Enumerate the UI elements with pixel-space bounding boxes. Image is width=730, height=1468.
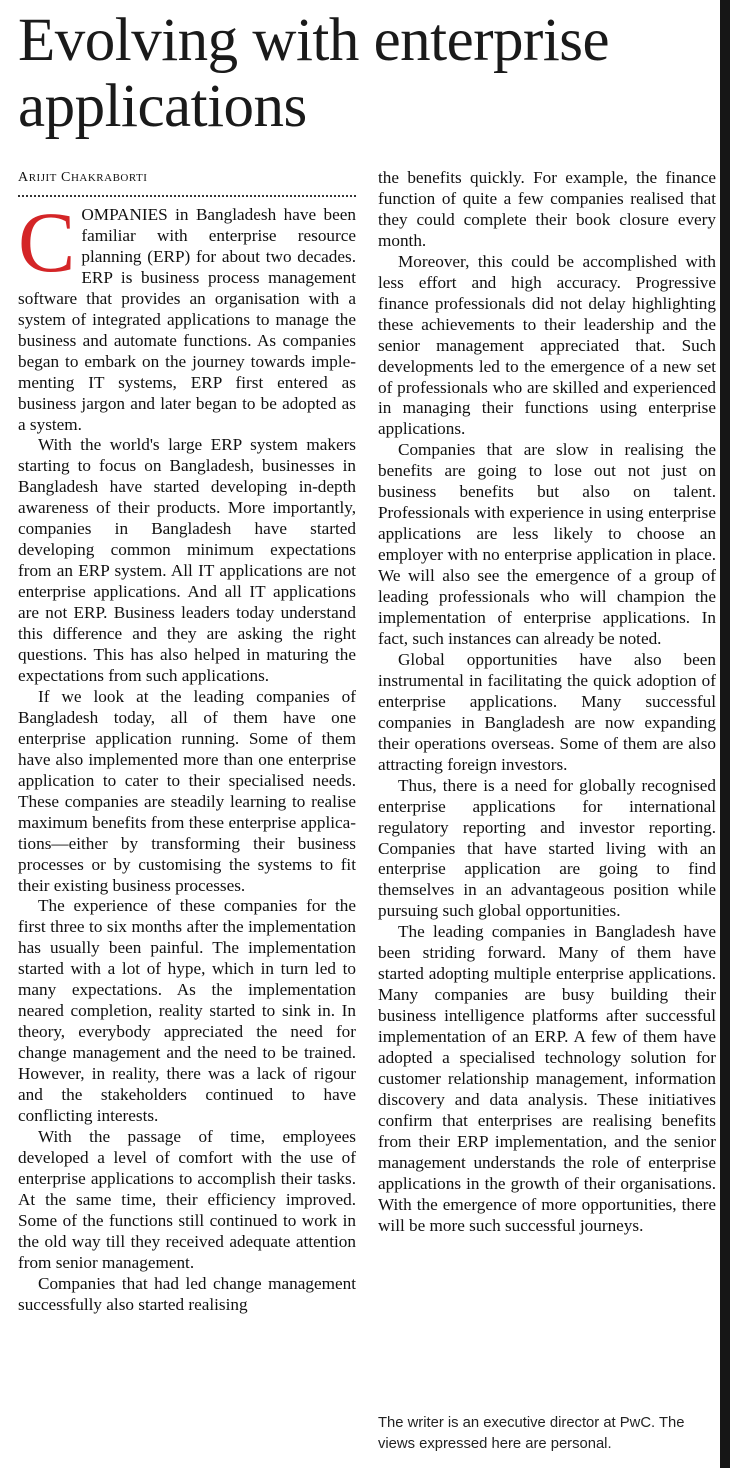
- body-paragraph: The leading companies in Bangladesh have been striding forward. Many of them have started adopting multiple enterprise applications. Many companies are busy building their business intelligence platforms after successful implementation of an ERP. A few of them have adopted a specialised technology solution for customer relationship management, information discovery and data analysis. These initiatives confirm that enterprises are realising benefits from their ERP implementation, and the senior management understands the role of enterprise applications in the growth of their organisations. With the emergence of more opportunities, there will be more such successful journeys.: [378, 922, 716, 1235]
- author-note: The writer is an executive director at PwC. The views expressed here are personal.: [378, 1415, 685, 1452]
- body-paragraph: Global opportunities have also been instrumental in facilitating the quick adoption of enterprise applications. Many successful companies in Bangladesh are now expanding their operations overseas. Some of them are also attracting foreign investors.: [378, 649, 716, 774]
- body-paragraph: If we look at the leading companies of Bangladesh today, all of them have one enterprise application running. Some of them have also implemented more than one enterprise application to cater to their specialised needs. These companies are steadily learning to realise maximum benefits from these enterprise applications—either by transforming their business processes or by customising the systems to fit their existing business processes.: [18, 686, 356, 895]
- lead-paragraph: COMPANIES in Bangladesh have been familiar with enterprise resource planning (ERP) for about two decades. ERP is business process management software that provides an organisation with a system of integrated applications to manage the business and automate functions. As companies began to embark on the journey towards implementing IT systems, ERP first entered as business jargon and later began to be adopted as a system.: [18, 194, 356, 434]
- page-edge-bar: [720, 0, 730, 1468]
- body-paragraph: Moreover, this could be accomplished with less effort and high accuracy. Progressive finance professionals did not delay highlighting these achievements to their leadership and the senior management appreciated that. Such developments led to the emergence of a new set of professionals who are skilled and experienced in managing their functions using enterprise applications.: [378, 251, 716, 439]
- drop-cap: C: [18, 194, 76, 290]
- body-paragraph: Companies that are slow in realising the benefits are going to lose out not just on business benefits but also on talent. Professionals with experience in using enterprise applications are less likely to choose an employer with no enterprise application in place. We will also see the emergence of a group of leading professionals who will champion the implementation of enterprise applications. In fact, such instances can already be noted.: [378, 440, 716, 648]
- body-paragraph-continued: the benefits quickly. For example, the finance function of quite a few companies realised that they could complete their book closure every month.: [378, 168, 716, 250]
- article-title: Evolving with enterprise applications: [18, 7, 610, 140]
- column-right: [378, 168, 716, 1237]
- column-left: [18, 169, 356, 1316]
- body-paragraph: The experience of these companies for the first three to six months after the implementation has usually been painful. The implementation started with a lot of hype, which in turn led to many expectations. As the implementation neared completion, reality started to sink in. In theory, everybody appreciated the need for change management and the need to be trained. However, in reality, there was a lack of rigour and the stakeholders continued to have conflicting interests.: [18, 896, 356, 1125]
- body-paragraph: With the passage of time, employees developed a level of comfort with the use of enterprise applications to accomplish their tasks. At the same time, their efficiency improved. Some of the functions still continued to work in the old way till they received adequate attention from senior management.: [18, 1126, 356, 1272]
- byline: ARIJIT CHAKRABORTI: [18, 170, 148, 185]
- body-paragraph: With the world's large ERP system makers starting to focus on Bangladesh, businesses in Bangladesh have started developing in-depth awareness of their products. More importantly, companies in Bangladesh have started developing common minimum expectations from an ERP system. All IT applications are not enterprise applications. And all IT applications are not ERP. Business leaders today understand this difference and they are asking the right questions. This has also helped in maturing the expectations from such applications.: [18, 435, 356, 685]
- body-paragraph: Companies that had led change management successfully also started realising: [18, 1273, 356, 1314]
- body-paragraph: Thus, there is a need for globally recognised enterprise applications for international regulatory reporting and investor reporting. Companies that have started living with an enterprise application are going to find themselves in an advantageous position while pursuing such global opportunities.: [378, 775, 716, 921]
